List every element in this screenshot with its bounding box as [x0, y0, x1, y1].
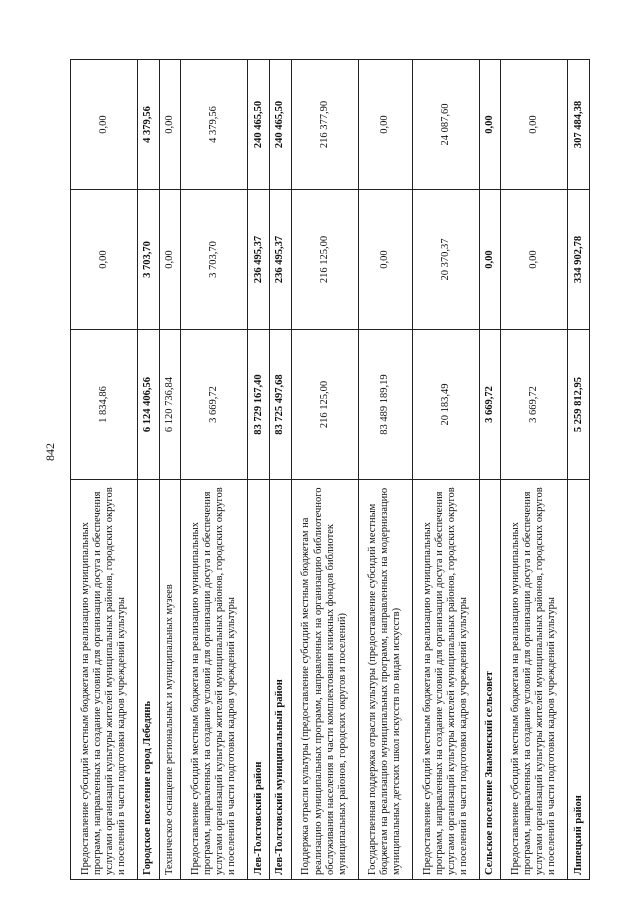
- row-value-3: 216 377,90: [291, 60, 358, 190]
- row-value-3: 0,00: [479, 60, 501, 190]
- row-name: Техническое оснащение региональных и муниципальных музеев: [159, 480, 181, 880]
- row-value-2: 0,00: [501, 190, 568, 330]
- table-row: [138, 60, 160, 880]
- table-row: [501, 60, 568, 880]
- row-value-1: 83 489 189,19: [358, 330, 412, 480]
- row-value-1: 83 729 167,40: [248, 330, 270, 480]
- row-value-1: 3 669,72: [501, 330, 568, 480]
- row-name: Предоставление субсидий местным бюджетам на реализацию муниципальных программ, направленных на создание условий для организации досуга и обеспечения услугами организаций культуры жителей муниципальных районов, городских округов и поселений в части подготовки кадров учреждений культуры: [501, 480, 568, 880]
- table-row: [181, 60, 248, 880]
- row-value-3: 24 087,60: [412, 60, 479, 190]
- table-container: [70, 60, 590, 880]
- row-name: Государственная поддержка отрасли культуры (предоставление субсидий местным бюджетам на реализацию муниципальных программ, направленных на модернизацию муниципальных детских школ искусств по видам искусств): [358, 480, 412, 880]
- row-value-2: 0,00: [71, 190, 138, 330]
- row-value-2: 3 703,70: [181, 190, 248, 330]
- table-row: [358, 60, 412, 880]
- row-value-2: 334 902,78: [568, 190, 590, 330]
- row-value-2: 0,00: [159, 190, 181, 330]
- page-number: 842: [42, 443, 57, 461]
- row-value-3: 0,00: [501, 60, 568, 190]
- row-name: Лев-Толстовский муниципальный район: [269, 480, 291, 880]
- row-name: Городское поселение город Лебедянь: [138, 480, 160, 880]
- table-row: [479, 60, 501, 880]
- row-name: Сельское поселение Знаменский сельсовет: [479, 480, 501, 880]
- row-value-1: 83 725 497,68: [269, 330, 291, 480]
- row-value-3: 4 379,56: [138, 60, 160, 190]
- row-value-2: 0,00: [358, 190, 412, 330]
- table-row: [159, 60, 181, 880]
- row-value-2: 236 495,37: [248, 190, 270, 330]
- row-value-1: 5 259 812,95: [568, 330, 590, 480]
- row-value-1: 3 669,72: [181, 330, 248, 480]
- row-value-3: 0,00: [159, 60, 181, 190]
- row-value-3: 240 465,50: [248, 60, 270, 190]
- row-value-2: 216 125,00: [291, 190, 358, 330]
- row-value-3: 240 465,50: [269, 60, 291, 190]
- row-name: Лев-Толстовский район: [248, 480, 270, 880]
- table-row: [248, 60, 270, 880]
- table-row: [291, 60, 358, 880]
- table-row: [568, 60, 590, 880]
- row-value-1: 6 124 406,56: [138, 330, 160, 480]
- row-name: Предоставление субсидий местным бюджетам на реализацию муниципальных программ, направленных на создание условий для организации досуга и обеспечения услугами организаций культуры жителей муниципальных районов, городских округов и поселений в части подготовки кадров учреждений культуры: [412, 480, 479, 880]
- budget-table: [70, 59, 590, 880]
- row-value-3: 0,00: [358, 60, 412, 190]
- row-value-1: 20 183,49: [412, 330, 479, 480]
- row-value-3: 4 379,56: [181, 60, 248, 190]
- table-row: [269, 60, 291, 880]
- row-value-1: 6 120 736,84: [159, 330, 181, 480]
- row-value-2: 0,00: [479, 190, 501, 330]
- table-row: [71, 60, 138, 880]
- row-value-2: 3 703,70: [138, 190, 160, 330]
- row-name: Предоставление субсидий местным бюджетам на реализацию муниципальных программ, направленных на создание условий для организации досуга и обеспечения услугами организаций культуры жителей муниципальных районов, городских округов и поселений в части подготовки кадров учреждений культуры: [71, 480, 138, 880]
- row-value-2: 20 370,37: [412, 190, 479, 330]
- row-name: Липецкий район: [568, 480, 590, 880]
- row-value-1: 1 834,86: [71, 330, 138, 480]
- row-value-3: 307 484,38: [568, 60, 590, 190]
- rotated-table-wrap: [70, 60, 590, 880]
- table-row: [412, 60, 479, 880]
- row-name: Предоставление субсидий местным бюджетам на реализацию муниципальных программ, направленных на создание условий для организации досуга и обеспечения услугами организаций культуры жителей муниципальных районов, городских округов и поселений в части подготовки кадров учреждений культуры: [181, 480, 248, 880]
- row-value-3: 0,00: [71, 60, 138, 190]
- row-value-1: 216 125,00: [291, 330, 358, 480]
- row-value-1: 3 669,72: [479, 330, 501, 480]
- row-value-2: 236 495,37: [269, 190, 291, 330]
- row-name: Поддержка отрасли культуры (предоставление субсидий местным бюджетам на реализацию муниципальных программ, направленных на организацию библиотечного обслуживания населения в части комплектования книжных фондов библиотек муниципальных районов, городских округов и поселений): [291, 480, 358, 880]
